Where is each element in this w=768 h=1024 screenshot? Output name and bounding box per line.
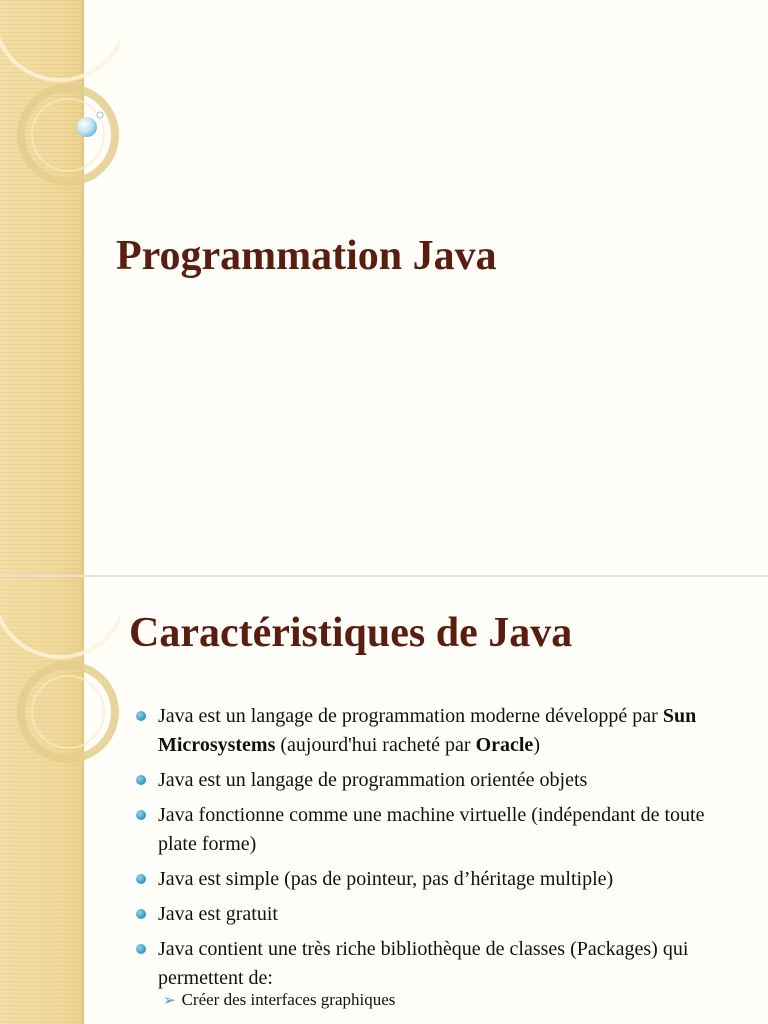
slide-1-title: Programmation Java: [116, 233, 497, 279]
bullet-text: Java contient une très riche bibliothèque de classes (Packages) qui permettent de:: [158, 938, 689, 989]
bullet-icon: [136, 909, 146, 919]
bullet-bold-text: Oracle: [475, 734, 534, 756]
bullet-text: (aujourd'hui racheté par: [275, 734, 476, 756]
bullet-icon: [136, 711, 146, 721]
bullet-text: Java est gratuit: [158, 903, 278, 925]
ring-decoration-icon: [0, 0, 120, 200]
bullet-icon: [136, 775, 146, 785]
list-item: [135, 900, 735, 929]
bullet-icon: [136, 944, 146, 954]
list-item: [135, 702, 735, 760]
sub-bullet: [163, 990, 395, 1010]
list-item: [135, 766, 735, 795]
ring-decoration-icon: [0, 577, 120, 777]
list-item: [135, 865, 735, 894]
slide-2-title: Caractéristiques de Java: [129, 610, 573, 656]
bullet-text: Java fonctionne comme une machine virtuelle (indépendant de toute plate forme): [158, 804, 705, 855]
bullet-text: Java est un langage de programmation orientée objets: [158, 769, 588, 791]
bullet-list: [135, 702, 735, 999]
bubble-icon: [74, 108, 104, 138]
list-item: [135, 935, 735, 993]
arrow-bullet-icon: ➢: [163, 993, 176, 1009]
bullet-bold-text: Sun Microsystems: [158, 705, 697, 756]
bullet-text: ): [533, 734, 540, 756]
bullet-icon: [136, 874, 146, 884]
list-item: [135, 801, 735, 859]
sub-bullet-text: Créer des interfaces graphiques: [181, 990, 396, 1009]
bullet-text: Java est un langage de programmation moderne développé par: [158, 705, 663, 727]
slide-2: [0, 577, 768, 1024]
bullet-text: Java est simple (pas de pointeur, pas d’héritage multiple): [158, 868, 614, 890]
bullet-icon: [136, 810, 146, 820]
